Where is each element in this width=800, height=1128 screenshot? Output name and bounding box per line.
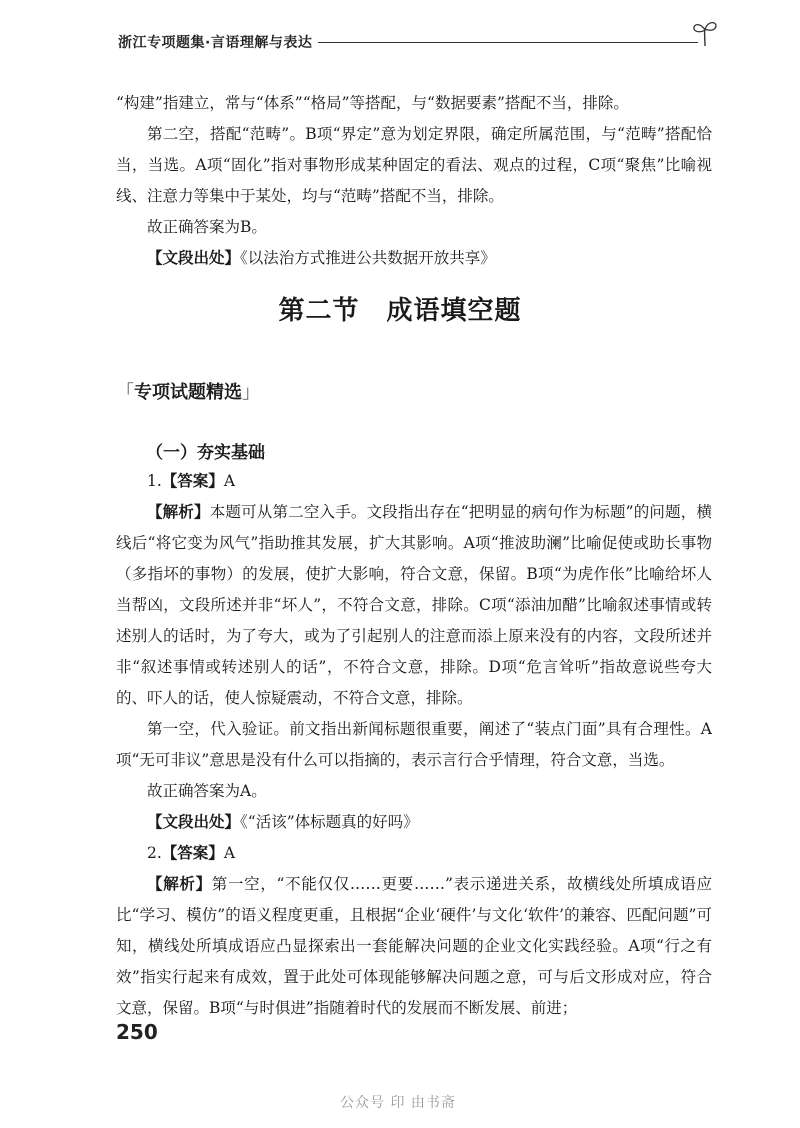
subheading: （一）夯实基础	[146, 443, 265, 463]
answer-conclusion: 故正确答案为A。	[147, 782, 267, 800]
analysis-paragraph	[116, 497, 712, 714]
question-number: 2.	[147, 844, 162, 862]
bracket-close: 」	[242, 382, 260, 403]
answer-label: 【答案】	[161, 844, 224, 862]
page-number: 250	[116, 1020, 158, 1044]
source-line	[116, 243, 712, 274]
answer-line	[116, 466, 712, 497]
analysis-text: 本题可从第二空入手。文段指出存在“把明显的病句作为标题”的问题，横线后“将它变为风气”指助推其发展，扩大其影响。A项“推波助澜”比喻促使或助长事物（多指坏的事物）的发展，使扩大影响，符合文意，保留。B项“为虎作伥”比喻给坏人当帮凶，文段所述并非“坏人”，不符合文意，排除。C项“添油加醋”比喻叙述事情或转述别人的话时，为了夸大，或为了引起别人的注意而添上原来没有的内容，文段所述并非“叙述事情或转述别人的话”，不符合文意，排除。D项“危言耸听”指故意说些夸大的、吓人的话，使人惊疑震动，不符合文意，排除。	[116, 503, 712, 707]
top-block	[116, 88, 712, 274]
header-title: 浙江专项题集·言语理解与表达	[118, 35, 313, 51]
analysis-paragraph	[116, 869, 712, 1024]
source-line	[116, 807, 712, 838]
source-text: 《以法治方式推进公共数据开放共享》	[240, 249, 496, 267]
analysis-label: 【解析】	[147, 503, 210, 521]
running-header	[118, 30, 718, 56]
answer-label: 【答案】	[161, 472, 224, 490]
analysis-text: 第一空，“不能仅仅……更要……”表示递进关系，故横线处所填成语应比“学习、模仿”的语义程度更重，且根据“企业‘硬件’与文化‘软件’的兼容、匹配问题”可知，横线处所填成语应凸显探索出一套能解决问题的企业文化实践经验。A项“行之有效”指实行起来有成效，置于此处可体现能够解决问题之意，可与后文形成对应，符合文意，保留。B项“与时俱进”指随着时代的发展而不断发展、前进；	[116, 875, 712, 1017]
bracket-open: 「	[116, 382, 134, 403]
subsection-heading	[116, 378, 260, 404]
source-text: 《“活该”体标题真的好吗》	[240, 813, 419, 831]
header-rule	[318, 42, 698, 43]
question-number: 1.	[147, 472, 162, 490]
analysis-label: 【解析】	[147, 875, 212, 893]
paragraph: 第一空，代入验证。前文指出新闻标题很重要，阐述了“装点门面”具有合理性。A项“无可非议”意思是没有什么可以指摘的，表示言行合乎情理，符合文意，当选。	[116, 720, 712, 769]
sprout-icon	[690, 18, 720, 48]
question-1	[116, 466, 712, 1024]
paragraph: 第二空，搭配“范畴”。B项“界定”意为划定界限，确定所属范围，与“范畴”搭配恰当，当选。A项“固化”指对事物形成某种固定的看法、观点的过程，C项“聚焦”比喻视线、注意力等集中于某处，均与“范畴”搭配不当，排除。	[116, 125, 712, 205]
answer-value: A	[223, 472, 236, 490]
section-title: 第二节 成语填空题	[278, 296, 522, 326]
source-label: 【文段出处】	[147, 813, 241, 831]
watermark: 公众号 印 由书斋	[340, 1095, 456, 1111]
source-label: 【文段出处】	[147, 249, 241, 267]
answer-conclusion: 故正确答案为B。	[147, 218, 267, 236]
answer-line	[116, 838, 712, 869]
subsection-label: 专项试题精选	[134, 382, 242, 403]
answer-value: A	[223, 844, 236, 862]
paragraph: “构建”指建立，常与“体系”“格局”等搭配，与“数据要素”搭配不当，排除。	[116, 94, 629, 112]
